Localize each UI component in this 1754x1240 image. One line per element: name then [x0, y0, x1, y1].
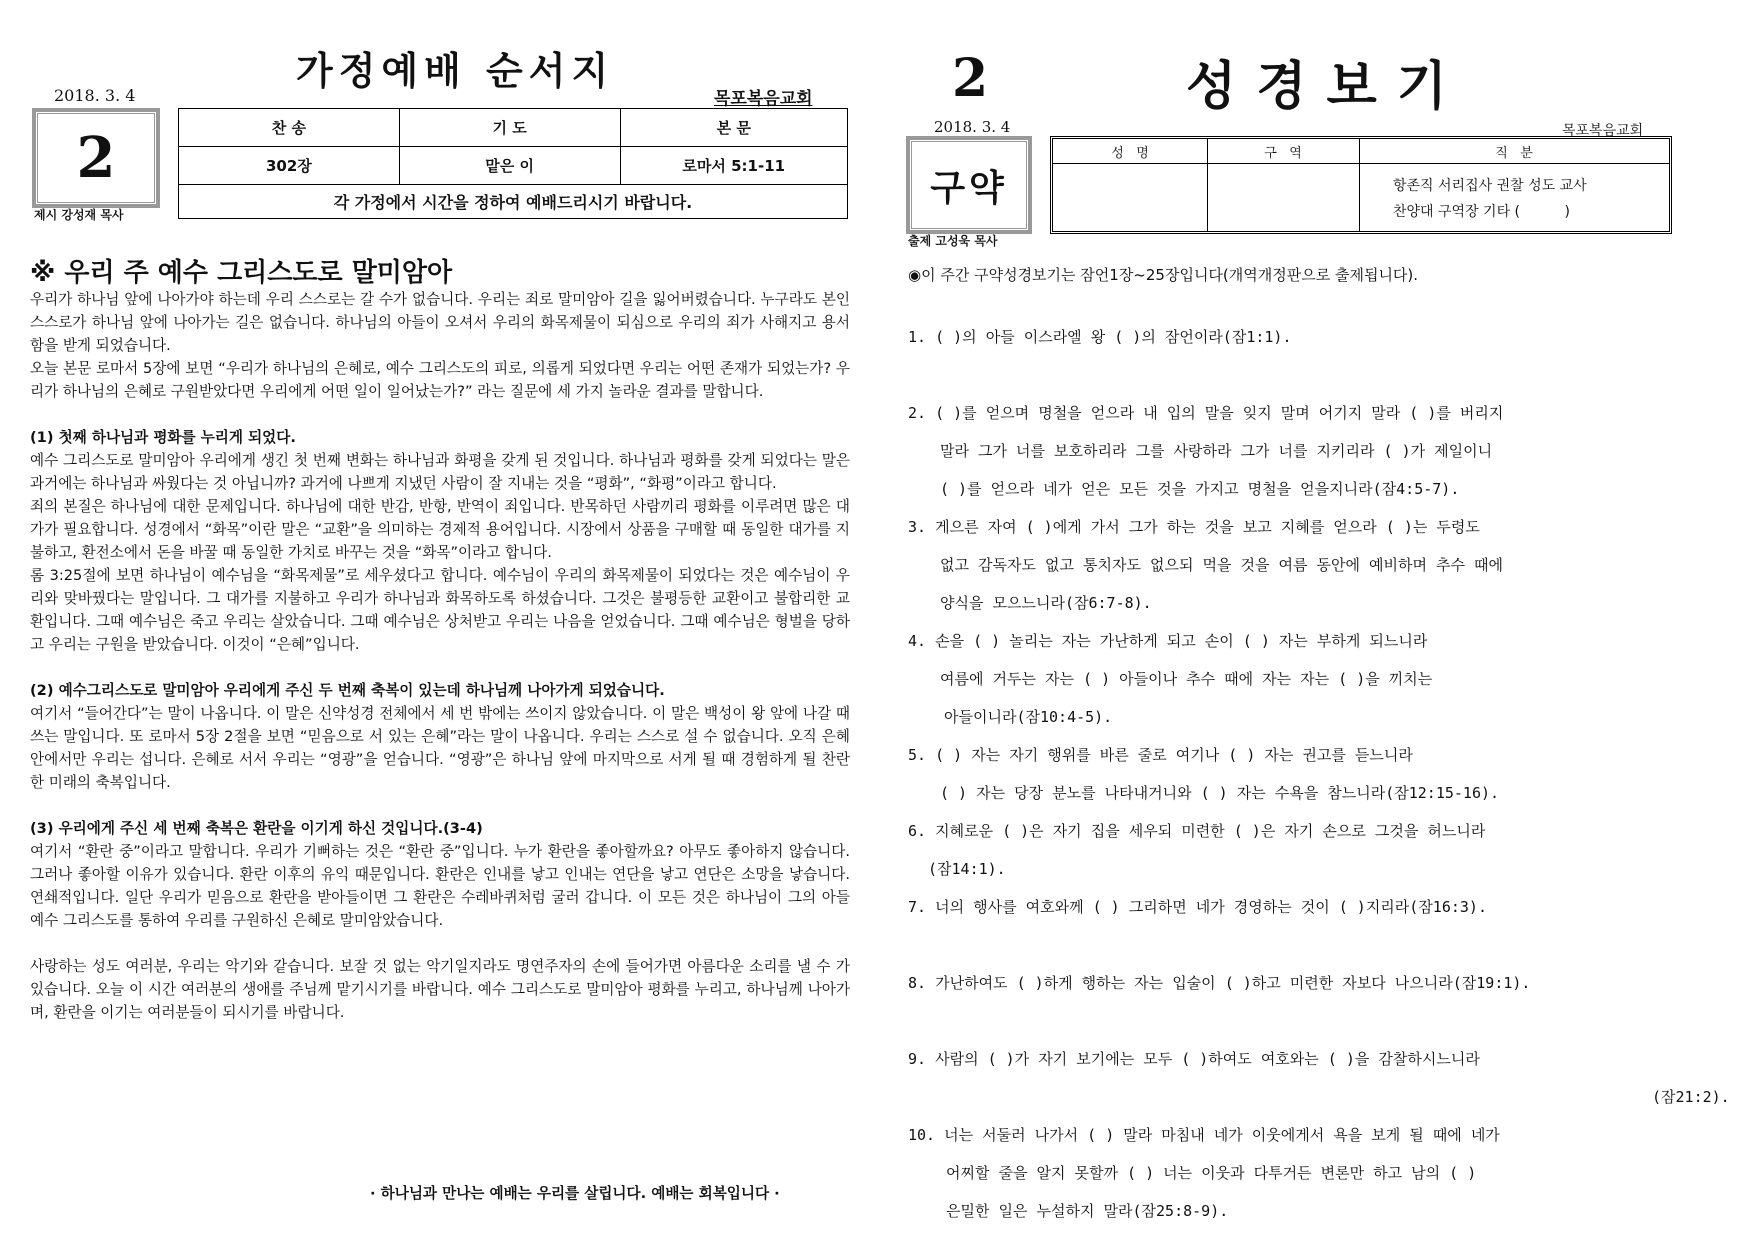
quiz-line: 어찌할 줄을 알지 못할까 ( ) 너는 이웃과 다투거든 변론만 하고 남의 ( )	[946, 1164, 1477, 1182]
header-district: 구 역	[1264, 146, 1302, 161]
quiz-line: (잠14:1).	[928, 860, 1006, 878]
quiz-line: 10. 너는 서둘러 나가서 ( ) 말라 마침내 네가 이웃에게서 욕을 보게 될 때에 네가	[908, 1126, 1500, 1144]
left-footer: · 하나님과 만나는 예배는 우리를 살립니다. 예배는 회복입니다 ·	[370, 1185, 780, 1202]
quiz-line: 1. ( )의 아들 이스라엘 왕 ( )의 잠언이라(잠1:1).	[908, 328, 1292, 346]
quiz-line: 5. ( ) 자는 자기 행위를 바른 줄로 여기나 ( ) 자는 권고를 듣느니라	[908, 746, 1413, 764]
paragraph-4: 죄의 본질은 하나님에 대한 문제입니다. 하나님에 대한 반감, 반항, 반역이 죄입니다. 반목하던 사람끼리 평화를 이루려면 많은 대가가 필요합니다. 성경에서 “화목”이란 말은 “교환”을 의미하는 경제적 용어입니다. 시장에서 상품을 구매할 때 동일한 대가를 지불하고, 환전소에서 돈을 바꿀 때 동일한 가치로 바꾸는 것을 “화목”이라고 합니다.	[30, 498, 850, 561]
header-scripture: 본 문	[620, 109, 847, 147]
quiz-line: 9. 사람의 ( )가 자기 보기에는 모두 ( )하여도 여호와는 ( )을 감찰하시느니라	[908, 1050, 1480, 1068]
quiz-line: 없고 감독자도 없고 통치자도 없으되 먹을 것을 여름 동안에 예비하며 추수 때에	[940, 556, 1504, 574]
left-church-name: 목포복음교회	[714, 89, 813, 109]
quiz-line: 양식을 모으느니라(잠6:7-8).	[940, 594, 1152, 612]
quiz-line: ( ) 자는 당장 분노를 나타내거니와 ( ) 자는 수욕을 참느니라(잠12:15-16).	[940, 784, 1500, 802]
left-title: 가정예배 순서지	[296, 49, 615, 93]
point-2-heading: (2) 예수그리스도로 말미암아 우리에게 주신 두 번째 축복이 있는데 하나님께 나아가게 되었습니다.	[30, 682, 665, 699]
paragraph-1: 우리가 하나님 앞에 나아가야 하는데 우리 스스로는 갈 수가 없습니다. 우리는 죄로 말미암아 길을 잃어버렸습니다. 누구라도 본인 스스로가 하나님 앞에 나아가는 길은 없습니다. 하나님의 아들이 오셔서 우리의 화목제물이 되심으로 우리의 죄가 사해지고 용서함을 받게 되었습니다.	[30, 291, 850, 354]
header-duty: 직 분	[1495, 146, 1533, 161]
paragraph-5: 롬 3:25절에 보면 하나님이 예수님을 “화목제물”로 세우셨다고 합니다. 예수님이 우리의 화목제물이 되었다는 것은 예수님이 우리와 맞바꿨다는 말입니다. 그 대가를 지불하고 우리가 하나님과 화목하도록 하셨습니다. 그것은 불평등한 교환이고 불합리한 교환입니다. 그때 예수님은 죽고 우리는 살았습니다. 그때 예수님은 상처받고 우리는 나음을 얻었습니다. 그때 예수님은 형벌을 당하고 우리는 구원을 받았습니다. 이것이 “은혜”입니다.	[30, 567, 850, 653]
quiz-line: 6. 지혜로운 ( )은 자기 집을 세우되 미련한 ( )은 자기 손으로 그것을 허느니라	[908, 822, 1486, 840]
quiz-line: 7. 너의 행사를 여호와께 ( ) 그리하면 네가 경영하는 것이 ( )지리라(잠16:3).	[908, 898, 1487, 916]
quiz-line: 말라 그가 너를 보호하리라 그를 사랑하라 그가 너를 지키리라 ( )가 제일이니	[940, 442, 1493, 460]
header-hymn: 찬 송	[179, 109, 400, 147]
duty-options-line-2: 찬양대 구역장 기타 ( )	[1393, 204, 1570, 220]
quiz-line: 여름에 거두는 자는 ( ) 아들이나 추수 때에 자는 자는 ( )을 끼치는	[940, 670, 1433, 688]
hymn-value: 302장	[179, 147, 400, 185]
quiz-line: ( )를 얻으라 네가 얻은 모든 것을 가지고 명철을 얻을지니라(잠4:5-7).	[940, 480, 1460, 498]
left-issue-number: 2	[76, 125, 116, 191]
quiz-line: (잠21:2).	[1652, 1088, 1730, 1106]
header-prayer: 기 도	[399, 109, 620, 147]
duty-options-line-1: 항존직 서리집사 권찰 성도 교사	[1393, 178, 1587, 194]
paragraph-6: 여기서 “들어간다”는 말이 나옵니다. 이 말은 신약성경 전체에서 세 번 밖에는 쓰이지 않았습니다. 이 말은 백성이 왕 앞에 나갈 때 쓰는 말입니다. 또 로마서 5장 2절을 보면 “믿음으로 서 있는 은혜”라는 말이 나옵니다. 우리는 스스로 설 수 없습니다. 오직 은혜 안에서만 우리는 섭니다. 은혜로 서서 우리는 “영광”을 얻습니다. “영광”은 하나님 앞에 마지막으로 서게 될 때 경험하게 될 찬란한 미래의 축복입니다.	[30, 705, 850, 791]
quiz-line: 3. 게으른 자여 ( )에게 가서 그가 하는 것을 보고 지혜를 얻으라 ( )는 두령도	[908, 518, 1480, 536]
header-name: 성 명	[1111, 146, 1149, 161]
sermon-heading: ※ 우리 주 예수 그리스도로 말미암아	[30, 258, 453, 288]
prayer-value: 맡은 이	[399, 147, 620, 185]
quiz-line: 아들이니라(잠10:4-5).	[944, 708, 1113, 726]
paragraph-8: 사랑하는 성도 여러분, 우리는 악기와 같습니다. 보잘 것 없는 악기일지라도 명연주자의 손에 들어가면 아름다운 소리를 낼 수 가 있습니다. 오늘 이 시간 여러분의 생애를 주님께 맡기시기를 바랍니다. 예수 그리스도로 말미암아 평화를 누리고, 하나님께 나아가며, 환란을 이기는 여러분들이 되시기를 바랍니다.	[30, 958, 850, 1021]
quiz-line: 은밀한 일은 누설하지 말라(잠25:8-9).	[946, 1202, 1229, 1220]
right-author: 출제 고성욱 목사	[908, 234, 998, 248]
quiz-intro: ◉이 주간 구약성경보기는 잠언1장~25장입니다(개역개정판으로 출제됩니다).	[908, 266, 1419, 284]
ot-badge: 구약	[930, 167, 1008, 209]
quiz-line: 8. 가난하여도 ( )하게 행하는 자는 입술이 ( )하고 미련한 자보다 나으니라(잠19:1).	[908, 974, 1531, 992]
quiz-line: 4. 손을 ( ) 놀리는 자는 가난하게 되고 손이 ( ) 자는 부하게 되느니라	[908, 632, 1428, 650]
paragraph-2: 오늘 본문 로마서 5장에 보면 “우리가 하나님의 은혜로, 예수 그리스도의 피로, 의롭게 되었다면 우리는 어떤 존재가 되었는가? 우리가 하나님의 은혜로 구원받았다면 우리에게 어떤 일이 일어났는가?” 라는 질문에 세 가지 놀라운 결과를 말합니다.	[30, 360, 850, 400]
quiz-line: 2. ( )를 얻으며 명철을 얻으라 내 입의 말을 잊지 말며 어기지 말라 ( )를 버리지	[908, 404, 1504, 422]
point-1-heading: (1) 첫째 하나님과 평화를 누리게 되었다.	[30, 429, 296, 446]
right-issue-number: 2	[952, 48, 989, 109]
paragraph-3: 예수 그리스도로 말미암아 우리에게 생긴 첫 번째 변화는 하나님과 화평을 갖게 된 것입니다. 하나님과 평화를 갖게 되었다는 말은 과거에는 하나님과 싸웠다는 것 아닙니까? 과거에 나쁘게 지냈던 사람이 잘 지내는 것을 “평화”, “화평”이라고 합니다.	[30, 452, 850, 492]
left-date: 2018. 3. 4	[54, 86, 136, 105]
right-title: 성경보기	[1186, 57, 1467, 117]
paragraph-7: 여기서 “환란 중”이라고 말합니다. 우리가 기뻐하는 것은 “환란 중”입니다. 누가 환란을 좋아할까요? 아무도 좋아하지 않습니다. 그러나 좋아할 이유가 있습니다. 환란 이후의 유익 때문입니다. 환란은 인내를 낳고 인내는 연단을 낳고 연단은 소망을 낳습니다. 연쇄적입니다. 일단 우리가 믿음으로 환란을 받아들이면 그 환란은 수레바퀴처럼 굴러 갑니다. 이 모든 것은 하나님이 그의 아들 예수 그리스도를 통하여 우리를 구원하신 은혜로 말미암았습니다.	[30, 843, 850, 929]
table-note: 각 가정에서 시간을 정하여 예배드리시기 바랍니다.	[179, 185, 848, 219]
left-author: 제시 강성재 목사	[34, 208, 124, 222]
scripture-value: 로마서 5:1-11	[620, 147, 847, 185]
right-church-name: 목포복음교회	[1562, 123, 1644, 139]
right-date: 2018. 3. 4	[934, 118, 1011, 136]
point-3-heading: (3) 우리에게 주신 세 번째 축복은 환란을 이기게 하신 것입니다.(3-4)	[30, 820, 483, 837]
